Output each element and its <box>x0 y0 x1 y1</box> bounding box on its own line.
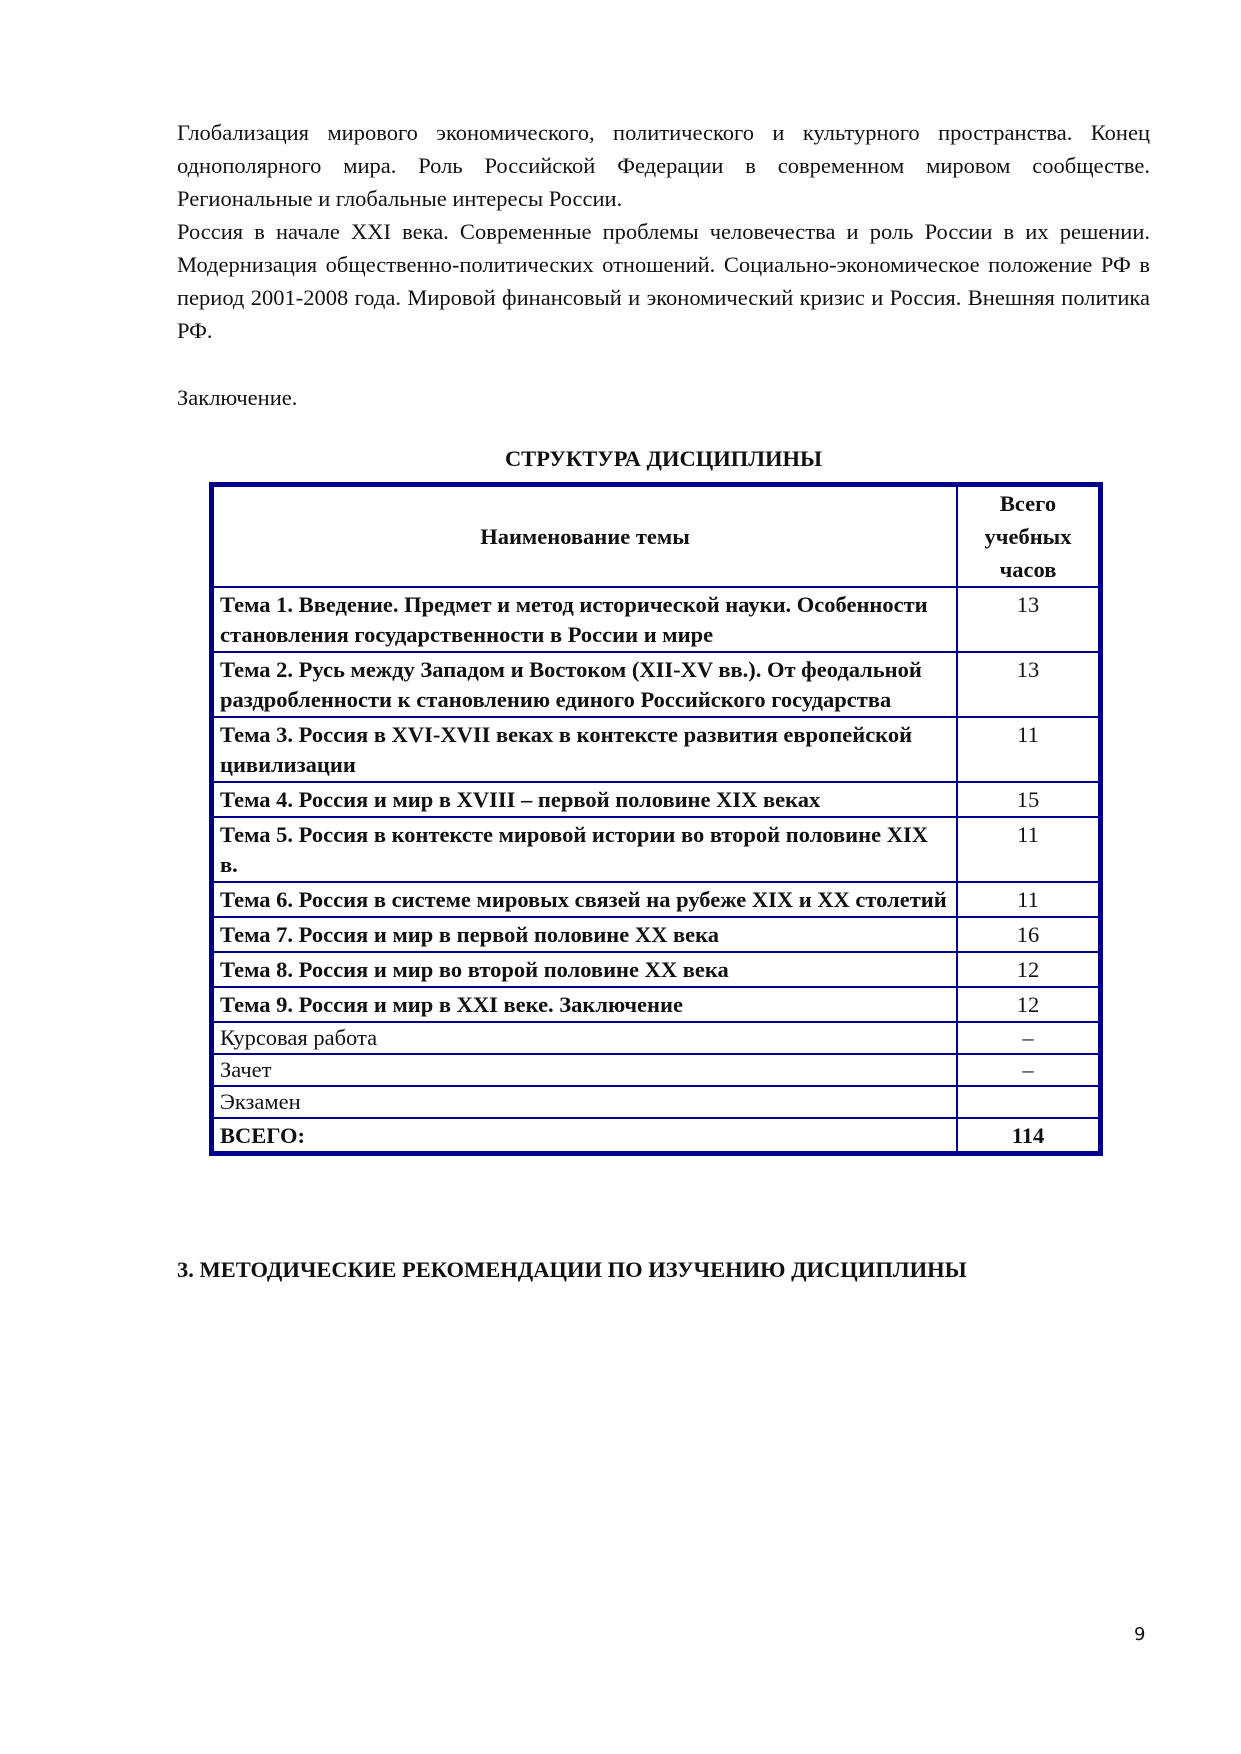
hours-cell: 16 <box>957 917 1101 952</box>
hours-cell: 11 <box>957 817 1101 882</box>
topic-cell: Тема 4. Россия и мир в XVIII – первой половине XIX веках <box>212 782 958 817</box>
table-row <box>212 952 1101 987</box>
topic-cell: Экзамен <box>212 1086 958 1118</box>
table-row <box>212 1086 1101 1118</box>
topic-cell: Тема 3. Россия в XVI-XVII веках в контексте развития европейской цивилизации <box>212 717 958 782</box>
hours-cell: 15 <box>957 782 1101 817</box>
hours-cell <box>957 1086 1101 1118</box>
table-row <box>212 987 1101 1022</box>
topic-cell: Тема 7. Россия и мир в первой половине XX века <box>212 917 958 952</box>
total-hours: 114 <box>957 1118 1101 1154</box>
table-row <box>212 717 1101 782</box>
topic-cell: Тема 9. Россия и мир в XXI веке. Заключение <box>212 987 958 1022</box>
hours-cell: 12 <box>957 952 1101 987</box>
table-row <box>212 882 1101 917</box>
section-heading: 3. МЕТОДИЧЕСКИЕ РЕКОМЕНДАЦИИ ПО ИЗУЧЕНИЮ ДИСЦИПЛИНЫ <box>177 1257 967 1282</box>
hours-cell: – <box>957 1022 1101 1054</box>
total-row <box>212 1118 1101 1154</box>
hours-cell: 11 <box>957 882 1101 917</box>
topic-cell: Тема 6. Россия в системе мировых связей на рубеже XIX и XX столетий <box>212 882 958 917</box>
table-row <box>212 782 1101 817</box>
paragraph: Россия в начале XXI века. Современные проблемы человечества и роль России в их решении. Модернизация общественно-политических отношений. Социально-экономическое положение РФ в период 2001-2008 года. Мировой финансовый и экономический кризис и Россия. Внешняя политика РФ. <box>177 219 1150 343</box>
header-hours: Всего учебных часов <box>957 485 1101 588</box>
page-number: 9 <box>1134 1624 1146 1645</box>
table-row <box>212 652 1101 717</box>
table-header-row <box>212 485 1101 588</box>
conclusion-text: Заключение. <box>177 385 298 410</box>
structure-title: СТРУКТУРА ДИСЦИПЛИНЫ <box>504 446 823 471</box>
total-label: ВСЕГО: <box>212 1118 958 1154</box>
hours-cell: – <box>957 1054 1101 1086</box>
topic-cell: Тема 1. Введение. Предмет и метод исторической науки. Особенности становления государственности в России и мире <box>212 587 958 652</box>
topic-cell: Зачет <box>212 1054 958 1086</box>
table-row <box>212 587 1101 652</box>
table-row <box>212 817 1101 882</box>
topic-cell: Тема 8. Россия и мир во второй половине XX века <box>212 952 958 987</box>
paragraph: Глобализация мирового экономического, политического и культурного пространства. Конец однополярного мира. Роль Российской Федерации в современном мировом сообществе. Региональные и глобальные интересы России. <box>177 120 1150 211</box>
table-row <box>212 1022 1101 1054</box>
topic-cell: Тема 5. Россия в контексте мировой истории во второй половине XIX в. <box>212 817 958 882</box>
table-row <box>212 1054 1101 1086</box>
hours-cell: 11 <box>957 717 1101 782</box>
hours-cell: 12 <box>957 987 1101 1022</box>
topic-cell: Курсовая работа <box>212 1022 958 1054</box>
table-row <box>212 917 1101 952</box>
header-topic: Наименование темы <box>212 485 958 588</box>
hours-cell: 13 <box>957 652 1101 717</box>
body-text <box>177 116 1150 347</box>
structure-table <box>209 482 1103 1156</box>
topic-cell: Тема 2. Русь между Западом и Востоком (XII-XV вв.). От феодальной раздробленности к становлению единого Российского государства <box>212 652 958 717</box>
hours-cell: 13 <box>957 587 1101 652</box>
